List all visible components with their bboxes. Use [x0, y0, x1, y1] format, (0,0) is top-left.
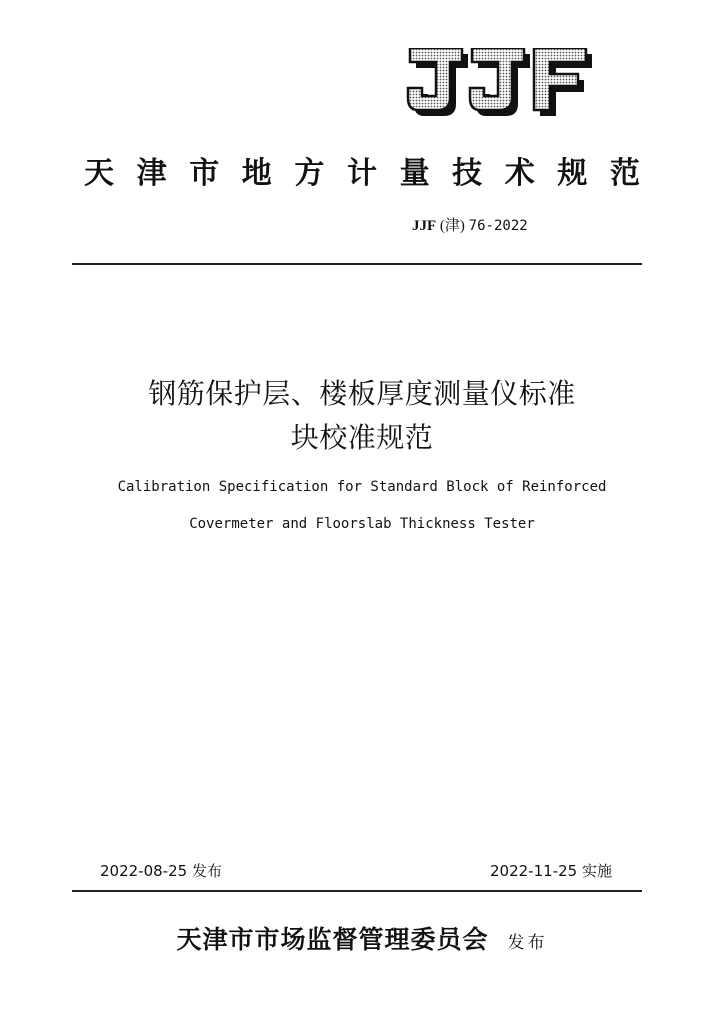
- series-title-char: 技: [452, 156, 483, 191]
- publisher-verb: 发布: [507, 933, 548, 953]
- standard-number: [412, 214, 528, 235]
- series-title-char: 地: [241, 156, 272, 191]
- series-title-char: 规: [557, 156, 588, 191]
- publisher-org: 天津市市场监督管理委员会: [176, 925, 489, 954]
- issue-date: 2022-08-25 发布: [100, 862, 222, 880]
- implement-date: 2022-11-25 实施: [490, 862, 612, 880]
- document-title-cn-line2: 块校准规范: [290, 421, 434, 454]
- series-title-char: 天: [84, 156, 114, 191]
- series-title-char: 市: [189, 156, 220, 191]
- series-title-char: 范: [609, 156, 640, 191]
- standard-number-value: 76-2022: [468, 218, 528, 234]
- standard-region: (津): [439, 218, 465, 234]
- series-title-char: 计: [346, 156, 377, 191]
- document-title-cn-line1: 钢筋保护层、楼板厚度测量仪标准: [148, 377, 576, 410]
- series-title-char: 术: [504, 156, 535, 191]
- series-title-char: 量: [399, 156, 430, 191]
- top-divider: [72, 263, 642, 265]
- series-title: [84, 150, 640, 190]
- series-title-char: 方: [294, 156, 325, 191]
- jjf-logo: [406, 48, 592, 118]
- series-title-char: 津: [136, 156, 167, 191]
- document-title-en-line1: Calibration Specification for Standard Block of Reinforced: [117, 479, 607, 495]
- standard-code: JJF: [412, 218, 437, 234]
- bottom-divider: [72, 890, 642, 892]
- document-title-en-line2: Covermeter and Floorslab Thickness Tester: [189, 516, 535, 532]
- publisher: [0, 920, 724, 956]
